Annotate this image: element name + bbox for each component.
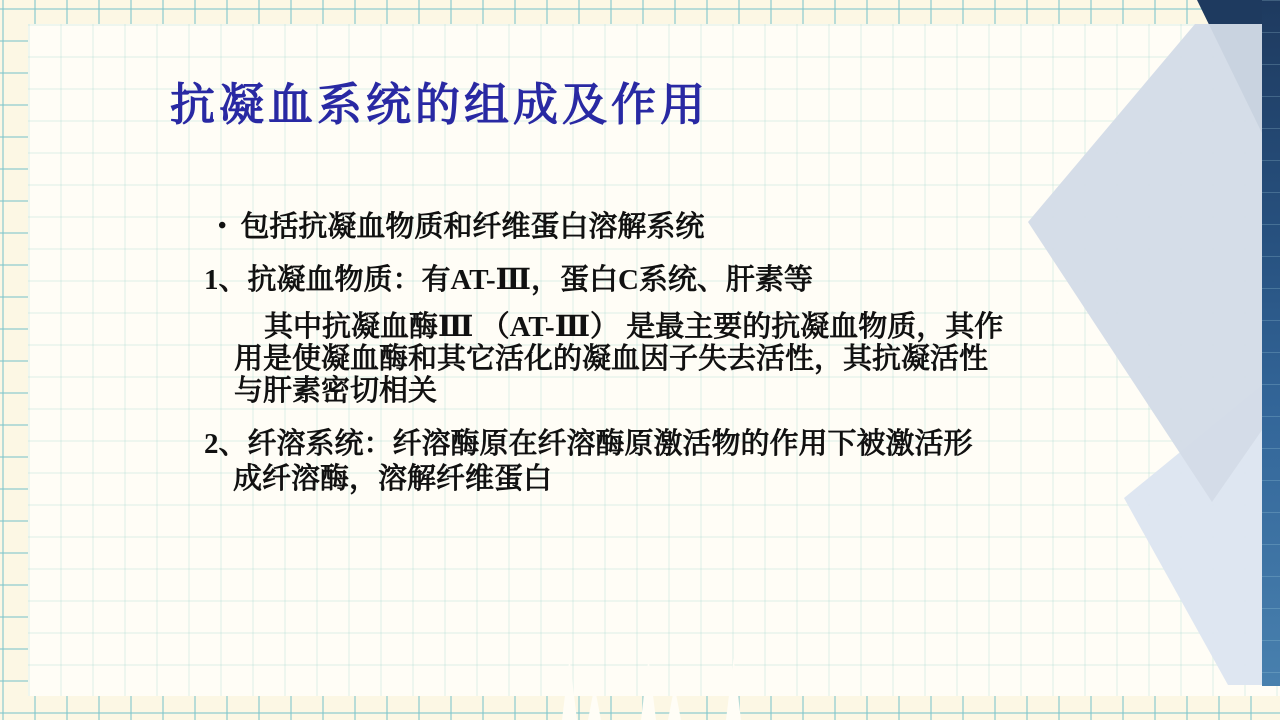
bullet-text: 包括抗凝血物质和纤维蛋白溶解系统	[240, 211, 705, 243]
list-item-2-line: 成纤溶酶，溶解纤维蛋白	[233, 463, 553, 495]
list-item-2-line: 2、纤溶系统：纤溶酶原在纤溶酶原激活物的作用下被激活形	[204, 428, 973, 460]
slide-title: 抗凝血系统的组成及作用	[170, 80, 710, 130]
right-band-decoration	[1262, 0, 1280, 686]
paragraph-block	[234, 311, 1003, 407]
paragraph-line: 用是使凝血酶和其它活化的凝血因子失去活性，其抗凝活性	[234, 343, 989, 375]
bullet-line	[218, 204, 704, 245]
bullet-icon: •	[218, 213, 227, 239]
paragraph-line: 与肝素密切相关	[234, 375, 438, 407]
list-item-2	[204, 427, 973, 497]
list-item-1: 1、抗凝血物质：有AT-Ⅲ，蛋白C系统、肝素等	[204, 264, 813, 296]
paragraph-line: 其中抗凝血酶Ⅲ （AT-Ⅲ） 是最主要的抗凝血物质，其作	[264, 311, 1004, 343]
